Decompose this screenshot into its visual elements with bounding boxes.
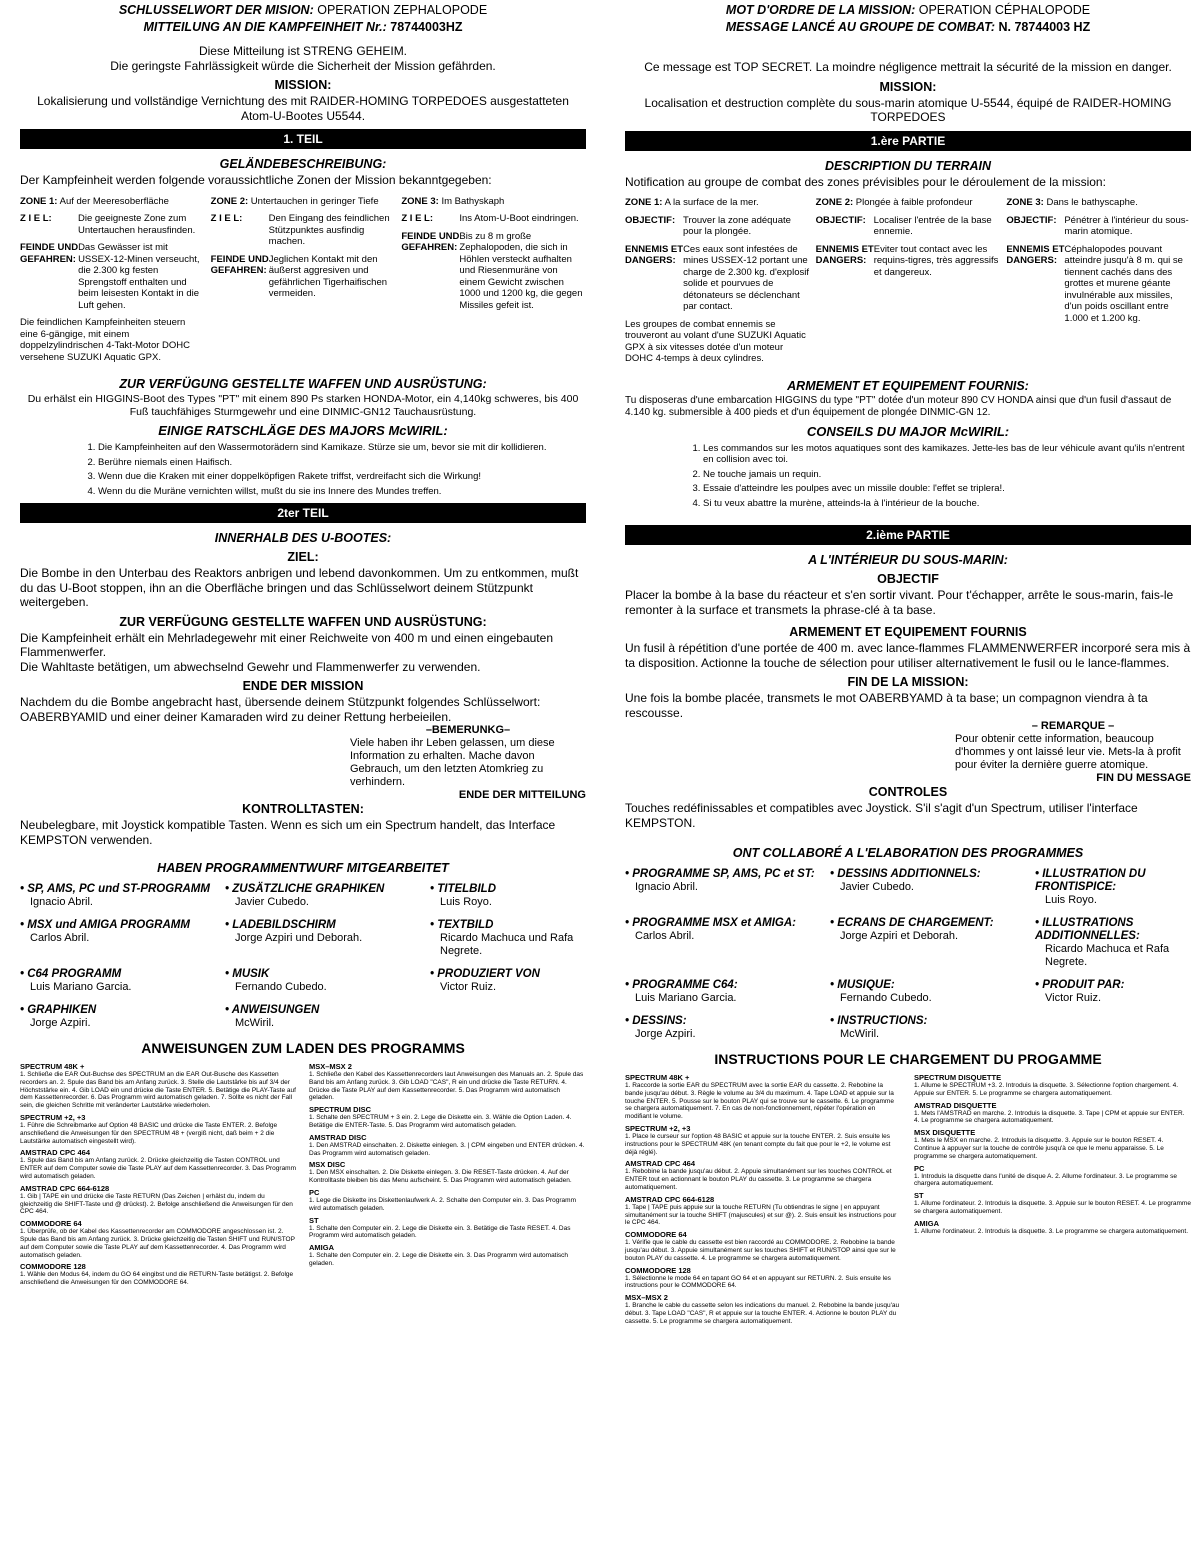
load-block: PC 1. Lege die Diskette ins Diskettenlaufwerk A. 2. Schalte den Computer ein. 3. Das Programm wird automatisch geladen. [309, 1187, 576, 1212]
credits [20, 883, 586, 1030]
german-column [20, 0, 586, 1290]
tips-heading: CONSEILS DU MAJOR McWIRIL: [806, 423, 1010, 439]
inside-heading: INNERHALB DES U-BOOTES: [214, 531, 392, 545]
load-block: AMSTRAD CPC 464 1. Spule das Band bis am Anfang zurück. 2. Drücke gleichzeitig die Tasten CONTROL und ENTER auf dem Computer sowie die Taste PLAY auf dem Kassettenrecorder. 3. Das Programm wird automatisch geladen. [20, 1148, 297, 1180]
credit: • INSTRUCTIONS: McWiril. [830, 1015, 1025, 1041]
credit: • PRODUZIERT VON Victor Ruiz. [430, 968, 586, 994]
weapons2-text-2: Die Wahltaste betätigen, um abwechselnd Gewehr und Flammenwerfer zu verwenden. [20, 659, 481, 674]
load-instructions [625, 1073, 1191, 1329]
keys-heading: KONTROLLTASTEN: [242, 802, 364, 816]
load-block: AMIGA 1. Schalte den Computer ein. 2. Lege die Diskette ein. 3. Das Programm wird automatisch geladen. [309, 1243, 569, 1267]
terrain-text: Notification au groupe de combat des zones prévisibles pour le déroulement de la mission: [625, 174, 1106, 189]
tip: 3. Essaie d'atteindre les poulpes avec un missile double: l'effet se triplera!. [703, 483, 1191, 495]
weapons-heading: ARMEMENT ET EQUIPEMENT FOURNIS: [787, 378, 1029, 393]
secret-notice: Ce message est TOP SECRET. La moindre négligence mettrait la sécurité de la mission en danger. [644, 60, 1172, 74]
credit: • DESSINS ADDITIONNELS: Javier Cubedo. [830, 868, 1025, 907]
terrain-text: Der Kampfeinheit werden folgende voraussichtliche Zonen der Mission bekanntgegeben: [20, 173, 492, 187]
credit: • TITELBILD Luis Royo. [430, 883, 586, 909]
zones [20, 196, 586, 364]
end-text: Nachdem du die Bombe angebracht hast, übersende deinem Stützpunkt folgendes Schlüsselwort: OABERBYAMID und einer deiner Kamaraden wird zu deiner Rettung herbeieilen. [20, 695, 541, 724]
load-block: COMMODORE 128 1. Sélectionne le mode 64 en tapant GO 64 et en appuyant sur RETURN. 2. Suis ensuite les instructions pour le COMMODORE 64. [625, 1265, 891, 1290]
end-heading: ENDE DER MISSION [242, 679, 364, 693]
goal-text: Placer la bombe à la base du réacteur et s'en sortir vivant. Pour t'échapper, arrête le sous-marin, fais-le remonter à la surface et transmets la phrase-clé à ta base. [625, 588, 1174, 617]
mission-codeword: SCHLUSSELWORT DER MISION: OPERATION ZEPHALOPODE [118, 3, 488, 17]
zone-3: ZONE 3: Im Bathyskaph Z I E L: Ins Atom-U-Boot eindringen. FEINDE UND GEFAHREN: Bis zu 8 m große Zephalopoden, die sich in Höhlen versteckt aufhalten und Riesenmuräne von einem Gewicht zwischen 1000 und 1200 kg, die gegen Missiles gefeit ist. [401, 195, 583, 311]
load-left [20, 1062, 297, 1290]
tips-heading: EINIGE RATSCHLÄGE DES MAJORS McWIRIL: [158, 423, 448, 438]
credit: • ZUSÄTZLICHE GRAPHIKEN Javier Cubedo. [225, 883, 420, 909]
load-block: ST 1. Allume l'ordinateur. 2. Introduis la disquette. 3. Appuie sur le bouton RESET. 4. Le programme se chargera automatiquement. [914, 1191, 1191, 1215]
goal-heading: OBJECTIF [877, 572, 939, 586]
load-block: SPECTRUM +2, +3 1. Place le curseur sur l'option 48 BASIC et appuie sur la touche ENTER. 2. Suis ensuite les instructions pour le SPECTRUM 48K (en tenant compte du fait que pour le +2, le volume est déjà réglé). [625, 1123, 891, 1156]
credit: • GRAPHIKEN Jorge Azpiri. [20, 1004, 215, 1030]
load-block: SPECTRUM DISC 1. Schalte den SPECTRUM + 3 ein. 2. Lege die Diskette ein. 3. Wähle die Option Laden. 4. Betätige die ENTER-Taste. 5. Das Programm wird automatisch geladen. [309, 1105, 572, 1129]
load-block: COMMODORE 64 1. Vérifie que le cable du cassette est bien raccordé au COMMODORE. 2. Rebobine la bande jusqu'au début. 3. Appuie simultanément sur les touches SHIFT et RUN/STOP ainsi que sur le bouton PLAY du cassette. 4. Le programme se chargera automatiquement. [625, 1230, 896, 1262]
keys-text: Neubelegbare, mit Joystick kompatible Tasten. Wenn es sich um ein Spectrum handelt, das Interface KEMPSTON verwenden. [20, 818, 556, 847]
load-heading: INSTRUCTIONS POUR LE CHARGEMENT DU PROGAMME [714, 1051, 1102, 1067]
weapons2-heading: ZUR VERFÜGUNG GESTELLTE WAFFEN UND AUSRÜSTUNG: [119, 614, 487, 629]
load-block: SPECTRUM 48K + 1. Schließe die EAR Out-Buchse des SPECTRUM an die EAR Out-Busche des Kassetten recorders an. 2. Spule das Band bis am Anfang zurück. 3. Stelle die Lautstärke bis auf 3/4 der Höchststärke ein. 4. Gib LOAD ein und drücke die Taste ENTER. 5. Betätige die PLAY-Taste auf dem Kassettenrecorder. 6. Das Programm wird automatisch geladen. 7. Sollte es nicht der Fall sein, die gleichen Schritte mit veränderter Lautstärke wiederholen. [20, 1062, 296, 1110]
zones [625, 197, 1191, 365]
load-block: AMSTRAD CPC 664-6128 1. Gib | TAPE ein und drücke die Taste RETURN (Das Zeichen | erhälst du, indem du gleichzeitig die SHIFT-Taste und @ drückst). 2. Befolge anschließend die Anweisungen für den CPC 464. [20, 1183, 293, 1216]
mission-heading: MISSION: [274, 78, 332, 92]
credit: • MUSIQUE: Fernando Cubedo. [830, 979, 1025, 1005]
credit: • ILLUSTRATION DU FRONTISPICE: Luis Royo. [1035, 868, 1191, 907]
zone-1: ZONE 1: Auf der Meeresoberfläche Z I E L: Die geeigneste Zone zum Untertauchen herausfinden. FEINDE UND GEFAHREN: Das Gewässer ist mit USSEX-12-Minen verseucht, die 2.300 kg festen Sprengstoff enthalten und beim leisesten Kontakt in die Luft gehen. Die feindlichen Kampfeinheiten steuern eine 6-gängige, mit einem doppelzylindrischen 4-Takt-Motor DOHC versehene SUZUKI Aquatic GPX. [20, 195, 200, 363]
load-block: AMSTRAD DISQUETTE 1. Mets l'AMSTRAD en marche. 2. Introduis la disquette. 3. Tape | CPM et appuie sur ENTER. 4. Le programme se chargera automatiquement. [914, 1100, 1185, 1125]
credit: • C64 PROGRAMM Luis Mariano Garcia. [20, 968, 215, 994]
secret-notice: Diese Mitteilung ist STRENG GEHEIM. [198, 44, 408, 58]
credit: • LADEBILDSCHIRM Jorge Azpiri und Deborah. [225, 919, 420, 958]
credit: • PROGRAMME MSX et AMIGA: Carlos Abril. [625, 917, 820, 969]
remark: – REMARQUE – Pour obtenir cette information, beaucoup d'hommes y ont laissé leur vie. Mets-la à profit pour éviter la dernière guerre atomique. FIN DU MESSAGE [955, 720, 1191, 784]
weapons2-text: Un fusil à répétition d'une portée de 400 m. avec lance-flammes FLAMMENWERFER incorporé sera mis à ta disposition. Actionne la touche de sélection pour utiliser alternativement le fusil ou le lance-flammes. [625, 641, 1191, 670]
weapons-text: Tu disposeras d'une embarcation HIGGINS du type "PT" dotée d'un moteur 890 CV HONDA ainsi que d'un fusil d'assaut de 4.140 kg. submersible à 400 pieds et d'un équipement de plongée DINMIC-GN 12. [625, 394, 1172, 418]
credit: • PROGRAMME C64: Luis Mariano Garcia. [625, 979, 820, 1005]
message-number: MITTEILUNG AN DIE KAMPFEINHEIT Nr.: 78744003HZ [143, 20, 463, 34]
french-column [625, 0, 1191, 1329]
credit: • PRODUIT PAR: Victor Ruiz. [1035, 979, 1191, 1005]
tip: 2. Ne touche jamais un requin. [703, 469, 1191, 481]
load-instructions [20, 1062, 586, 1290]
load-heading: ANWEISUNGEN ZUM LADEN DES PROGRAMMS [141, 1040, 465, 1056]
credit: • ANWEISUNGEN McWiril. [225, 1004, 420, 1030]
tips-list [703, 443, 1191, 510]
tip: 1. Les commandos sur les motos aquatiques sont des kamikazes. Jette-les bas de leur véhicule avant qu'ils n'entrent en collision avec toi. [703, 443, 1191, 466]
end-heading: FIN DE LA MISSION: [847, 675, 969, 689]
tip: 4. Wenn du die Muräne vernichten willst, mußt du sie ins Innere des Mundes treffen. [98, 486, 586, 498]
tip: 3. Wenn due die Kraken mit einer doppelköpfigen Rakete triffst, verdreifacht sich die Wirkung! [98, 471, 586, 483]
part1-bar: 1.ère PARTIE [625, 131, 1191, 151]
mission-text: Lokalisierung und vollständige Vernichtung des mit RAIDER-HOMING TORPEDOES ausgestatteten Atom-U-Bootes U5544. [37, 94, 569, 123]
load-block: SPECTRUM +2, +3 1. Führe die Schreibmarke auf Option 48 BASIC und drücke die Taste ENTER. 2. Befolge anschließend die Anweisungen für den SPECTRUM 48 + (vergiß nicht, daß beim + 2 die Lautstärke automatisch eingestellt wird). [20, 1112, 278, 1145]
message-number: MESSAGE LANCÉ AU GROUPE DE COMBAT: N. 78744003 HZ [725, 20, 1091, 34]
secret-notice-2: Die geringste Fahrlässigkeit würde die Sicherheit der Mission gefährden. [110, 58, 496, 73]
tips-list [98, 442, 586, 497]
load-block: MSX–MSX 2 1. Schließe den Kabel des Kassettenrecorders laut Anweisungen des Manuals an. 2. Spule das Band bis am Anfang zurück. 3. Gib LOAD "CAS", R ein und drücke die Taste RETURN. 4. Drücke die Taste PLAY auf dem Kassettenrecorder. 5. Das Programm wird automatisch geladen. [309, 1062, 584, 1102]
tip: 2. Berühre niemals einen Haifisch. [98, 457, 586, 469]
weapons-text: Du erhälst ein HIGGINS-Boot des Types "PT" mit einem 890 Ps starken HONDA-Motor, ein 4,140kg schweres, bis 400 Fuß tauchfähiges Sturmgewehr und eine DINMIC-GN12 Tauchausrüstung. [27, 393, 579, 418]
weapons-heading: ZUR VERFÜGUNG GESTELLTE WAFFEN UND AUSRÜSTUNG: [119, 377, 487, 391]
remark: –BEMERUNKG– Viele haben ihr Leben gelassen, um diese Information zu erhalten. Mache davon Gebrauch, um den letzten Atomkrieg zu verhindern. ENDE DER MITTEILUNG [350, 724, 586, 801]
credit: • SP, AMS, PC und ST-PROGRAMM Ignacio Abril. [20, 883, 215, 909]
weapons2-text: Die Kampfeinheit erhält ein Mehrladegewehr mit einer Reichweite von 400 m und einen eingebauten Flammenwerfer. [20, 630, 553, 659]
load-block: AMSTRAD CPC 664-6128 1. Tape | TAPE puis appuie sur la touche RETURN (Tu obtiendras le signe | en appuyant simultanément sur la touche SHIFT (majuscules) et sur @). 2. Suis ensuit les instructions pour le CPC 464. [625, 1194, 897, 1227]
load-right [914, 1073, 1191, 1329]
end-text: Une fois la bombe placée, transmets le mot OABERBYAMD à ta base; un compagnon viendra à ta rescousse. [625, 691, 1148, 720]
zone-2: ZONE 2: Plongée à faible profondeur OBJECTIF: Localiser l'entrée de la base ennemie. ENNEMIS ET DANGERS: Eviter tout contact avec les requins-tigres, très aggressifs et dangereux. [815, 197, 999, 278]
mission-codeword: MOT D'ORDRE DE LA MISSION: OPERATION CÉPHALOPODE [725, 3, 1091, 17]
keys-heading: CONTROLES [868, 785, 948, 799]
tip: 4. Si tu veux abattre la murène, atteinds-la à l'intérieur de la bouche. [703, 498, 1191, 510]
terrain-heading: DESCRIPTION DU TERRAIN [825, 158, 991, 173]
zone-1: ZONE 1: A la surface de la mer. OBJECTIF: Trouver la zone adéquate pour la plongée. ENNEMIS ET DANGERS: Ces eaux sont infestées de mines USSEX-12 portant une charge de 2.300 kg. d'explosif solide et pourvues de détonateurs se déclenchant par contact. Les groupes de combat ennemis se trouveront au volant d'une SUZUKI Aquatic GPX à six vitesses dotée d'un moteur DOHC 4-temps à deux cylindres. [625, 197, 809, 364]
load-block: MSX DISQUETTE 1. Mets le MSX en marche. 2. Introduis la disquette. 3. Appuie sur le bouton RESET. 4. Continue à appuyer sur la touche de contrôle jusqu'à ce que le menu apparaisse. 5. Le programme se chargera automatiquement. [914, 1128, 1164, 1160]
tip: 1. Die Kampfeinheiten auf den Wassermotorädern sind Kamikaze. Stürze sie um, bevor sie mit dir kollidieren. [98, 442, 586, 454]
zone-3: ZONE 3: Dans le bathyscaphe. OBJECTIF: Pénétrer à l'intérieur du sous-marin atomique. ENNEMIS ET DANGERS: Céphalopodes pouvant atteindre jusqu'à 8 m. qui se tiennent cachés dans des grottes et murene géante invulnérable aux missiles, d'un poids oscillant entre 1.000 et 1.200 kg. [1006, 197, 1189, 324]
credit: • ILLUSTRATIONS ADDITIONNELLES: Ricardo Machuca et Rafa Negrete. [1035, 917, 1191, 969]
load-block: MSX DISC 1. Den MSX einschalten. 2. Die Diskette einlegen. 3. Die RESET-Taste drücken. 4. Auf der Kontrolltaste bleiben bis das Menu aufscheint. 5. Das Programm wird automatisch geladen. [309, 1160, 572, 1185]
load-block: AMIGA 1. Allume l'ordinateur. 2. Introduis la disquette. 3. Le programme se chargera automatiquement. [914, 1218, 1189, 1235]
load-block: SPECTRUM DISQUETTE 1. Allume le SPECTRUM +3. 2. Introduis la disquette. 3. Sélectionne l'option chargement. 4. Appuie sur ENTER. 5. Le programme se chargera automatiquement. [914, 1073, 1179, 1097]
zone-2: ZONE 2: Untertauchen in geringer Tiefe Z I E L: Den Eingang des feindlichen Stützpunktes ausfindig machen. FEINDE UND GEFAHREN: Jeglichen Kontakt mit den äußerst aggresiven und gefährlichen Tigerhaifischen vermeiden. [210, 195, 390, 299]
load-block: AMSTRAD DISC 1. Den AMSTRAD einschalten. 2. Diskette einlegen. 3. | CPM eingeben und ENTER drücken. 4. Das Programm wird automatisch geladen. [309, 1132, 585, 1157]
credits-heading: ONT COLLABORÉ A L'ELABORATION DES PROGRAMMES [732, 846, 1084, 860]
credits [625, 868, 1191, 1041]
credit: • MUSIK Fernando Cubedo. [225, 968, 420, 994]
inside-heading: A L'INTÉRIEUR DU SOUS-MARIN: [808, 553, 1008, 567]
load-block: ST 1. Schalte den Computer ein. 2. Lege die Diskette ein. 3. Betätige die Taste RESET. 4. Das Programm wird automatisch geladen. [309, 1215, 571, 1240]
keys-text: Touches redéfinissables et compatibles avec Joystick. S'il s'agit d'un Spectrum, utiliser l'interface KEMPSTON. [625, 801, 1138, 830]
credit: • DESSINS: Jorge Azpiri. [625, 1015, 820, 1041]
credits-heading: HABEN PROGRAMMENTWURF MITGEARBEITET [157, 861, 449, 875]
credit: • MSX und AMIGA PROGRAMM Carlos Abril. [20, 919, 215, 958]
load-block: AMSTRAD CPC 464 1. Rebobine la bande jusqu'au début. 2. Appuie simultanément sur les touches CONTROL et ENTER tout en actionnant le bouton PLAY du cassette. 3. Le programme se chargera automatiquement. [625, 1159, 892, 1191]
weapons2-heading: ARMEMENT ET EQUIPEMENT FOURNIS [789, 625, 1027, 639]
load-block: COMMODORE 128 1. Wähle den Modus 64, indem du GO 64 eingibst und die RETURN-Taste betätigst. 2. Befolge anschließend die Anweisungen für den COMMODORE 64. [20, 1262, 294, 1287]
load-block: SPECTRUM 48K + 1. Raccorde la sortie EAR du SPECTRUM avec la sortie EAR du cassette. 2. Rebobine la bande jusqu'au début. 3. Règle le volume au 3/4 du maximum. 4. Tape LOAD et appuie sur la touche ENTER. 5. Pousse sur le bouton PLAY qui se trouve sur le cassette. 6. Le programme se chargera automatiquement. 7. En cas de non-fonctionnement, répéter l'opération en modifiant le volume. [625, 1073, 894, 1121]
part1-bar: 1. TEIL [20, 129, 586, 149]
load-block: COMMODORE 64 1. Überprüfe, ob der Kabel des Kassettenrecorder am COMMODORE angeschlossen ist. 2. Spule das Band bis am Anfang zurück. 3. Drücke gleichzeitig die Tasten SHIFT und RUN/STOP auf dem Computer sowie die Taste PLAY auf dem Kassettenrecorder. 4. Das Programm wird automatisch geladen. [20, 1219, 295, 1259]
load-right [309, 1062, 586, 1290]
credit: • PROGRAMME SP, AMS, PC et ST: Ignacio Abril. [625, 868, 820, 907]
credit: • TEXTBILD Ricardo Machuca und Rafa Negrete. [430, 919, 586, 958]
terrain-heading: GELÄNDEBESCHREIBUNG: [219, 157, 387, 171]
load-block: PC 1. Introduis la disquette dans l'unité de disque A. 2. Allume l'ordinateur. 3. Le programme se chargera automatiquement. [914, 1163, 1178, 1188]
goal-text: Die Bombe in den Unterbau des Reaktors anbrigen und lebend davonkommen. Um zu entkommen, mußt du das U-Boot stoppen, ihn an die Oberfläche bringen und das Schlüsselwort deinem Stützpunkt weitergeben. [20, 566, 579, 609]
part2-bar: 2.ième PARTIE [625, 525, 1191, 545]
part2-bar: 2ter TEIL [20, 503, 586, 523]
credit: • ECRANS DE CHARGEMENT: Jorge Azpiri et Deborah. [830, 917, 1025, 969]
mission-text: Localisation et destruction complète du sous-marin atomique U-5544, équipé de RAIDER-HOMING TORPEDOES [644, 95, 1172, 124]
load-block: MSX–MSX 2 1. Branche le cable du cassette selon les indications du manuel. 2. Rebobine la bande jusqu'au début. 3. Tape LOAD "CAS", R et appuie sur la touche ENTER. 4. Actionne le bouton PLAY du cassette. 5. Le programme se chargera automatiquement. [625, 1293, 900, 1325]
load-left [625, 1073, 902, 1329]
mission-heading: MISSION: [879, 79, 937, 94]
goal-heading: ZIEL: [287, 550, 319, 564]
